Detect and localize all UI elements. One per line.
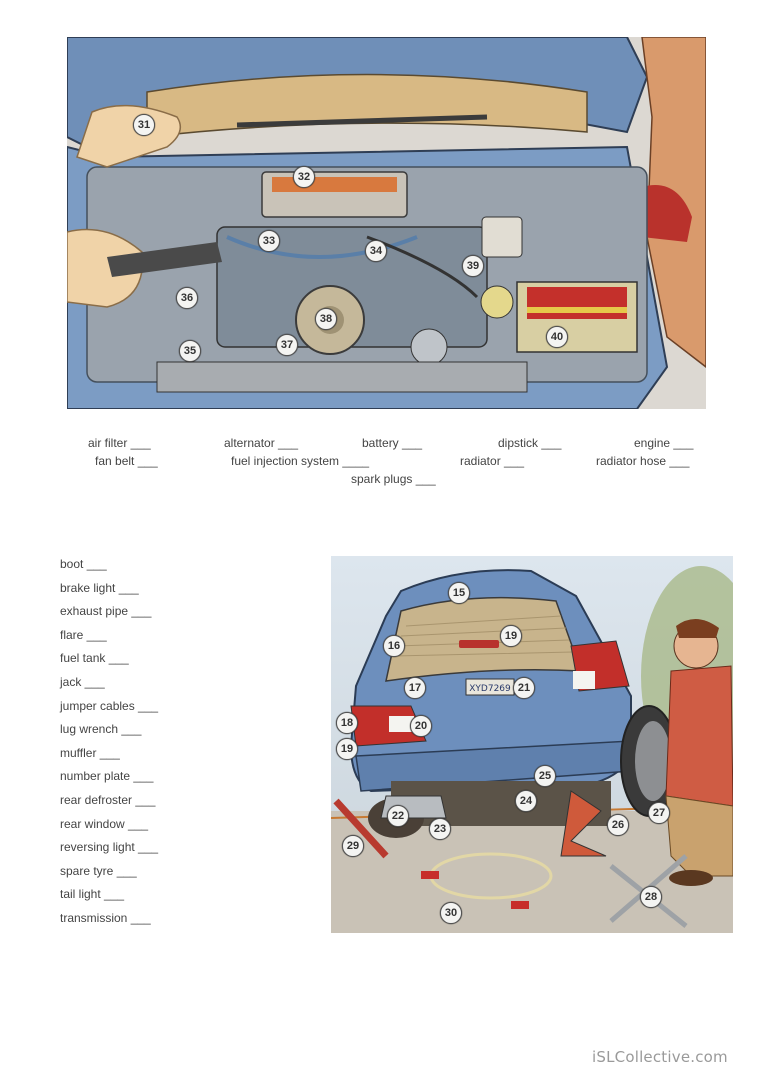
car-rear-illustration-art: [331, 556, 733, 933]
word-spare-tyre: spare tyre ___: [60, 863, 137, 878]
callout-21: 21: [513, 677, 535, 699]
callout-17: 17: [404, 677, 426, 699]
word-exhaust-pipe: exhaust pipe ___: [60, 604, 152, 619]
callout-29: 29: [342, 835, 364, 857]
callout-39: 39: [462, 255, 484, 277]
callout-25: 25: [534, 765, 556, 787]
word-tail-light: tail light ___: [60, 887, 125, 902]
callout-19-lower: 19: [336, 738, 358, 760]
site-watermark: iSLCollective.com: [592, 1048, 728, 1066]
callout-35: 35: [179, 340, 201, 362]
callout-19: 19: [500, 625, 522, 647]
callout-28: 28: [640, 886, 662, 908]
word-jumper-cables: jumper cables ___: [60, 698, 159, 713]
engine-illustration-art: [67, 37, 706, 409]
rear-word-list: [60, 556, 158, 934]
callout-26: 26: [607, 814, 629, 836]
callout-22: 22: [387, 805, 409, 827]
word-boot: boot ___: [60, 557, 107, 571]
callout-30: 30: [440, 902, 462, 924]
word-radiator: radiator ___: [460, 454, 525, 468]
word-fan-belt: fan belt ___: [95, 454, 158, 468]
callout-20: 20: [410, 715, 432, 737]
word-rear-defroster: rear defroster ___: [60, 792, 156, 807]
word-jack: jack ___: [60, 674, 105, 689]
word-engine: engine ___: [634, 436, 694, 450]
callout-38: 38: [315, 308, 337, 330]
callout-40: 40: [546, 326, 568, 348]
callout-15: 15: [448, 582, 470, 604]
word-flare: flare ___: [60, 627, 107, 642]
callout-23: 23: [429, 818, 451, 840]
callout-18: 18: [336, 712, 358, 734]
callout-33: 33: [258, 230, 280, 252]
word-fuel-tank: fuel tank ___: [60, 651, 129, 666]
word-alternator: alternator ___: [224, 436, 299, 450]
word-number-plate: number plate ___: [60, 769, 154, 784]
callout-31: 31: [133, 114, 155, 136]
word-brake-light: brake light ___: [60, 580, 139, 595]
word-reversing-light: reversing light ___: [60, 840, 159, 855]
word-rear-window: rear window ___: [60, 816, 149, 831]
word-lug-wrench: lug wrench ___: [60, 722, 142, 737]
svg-text:XYD7269: XYD7269: [469, 684, 511, 694]
car-rear-illustration: [331, 556, 733, 933]
word-transmission: transmission ___: [60, 910, 151, 925]
word-spark-plugs: spark plugs ___: [351, 472, 436, 486]
callout-16: 16: [383, 635, 405, 657]
word-radiator-hose: radiator hose ___: [596, 454, 690, 468]
word-air-filter: air filter ___: [88, 436, 151, 450]
engine-illustration: [67, 37, 706, 409]
callout-36: 36: [176, 287, 198, 309]
word-fuel-injection: fuel injection system ____: [231, 454, 370, 468]
word-dipstick: dipstick ___: [498, 436, 562, 450]
word-battery: battery ___: [362, 436, 423, 450]
callout-34: 34: [365, 240, 387, 262]
callout-37: 37: [276, 334, 298, 356]
callout-32: 32: [293, 166, 315, 188]
word-muffler: muffler ___: [60, 745, 120, 760]
callout-27: 27: [648, 802, 670, 824]
callout-24: 24: [515, 790, 537, 812]
